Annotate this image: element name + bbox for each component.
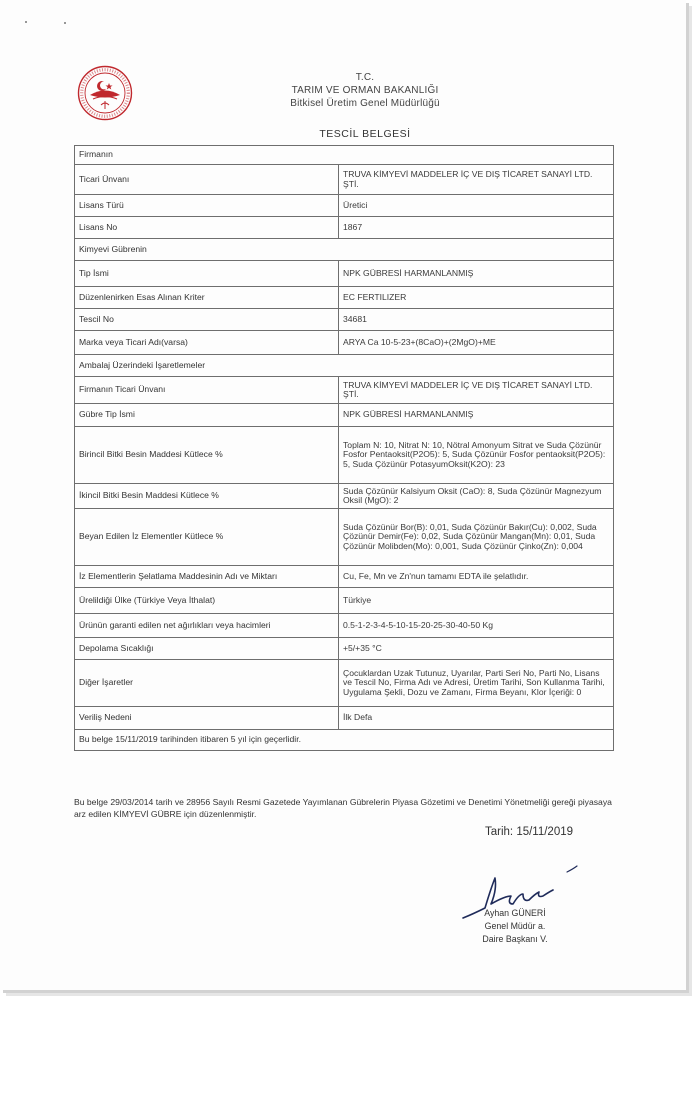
field-label: Ürünün garanti edilen net ağırlıkları veya hacimleri <box>75 614 339 638</box>
field-value: Türkiye <box>339 588 614 614</box>
table-row <box>75 509 614 566</box>
field-label: İz Elementlerin Şelatlama Maddesinin Adı ve Miktarı <box>75 566 339 588</box>
section-row <box>75 355 614 377</box>
field-label: Gübre Tip İsmi <box>75 404 339 427</box>
section-label: Kimyevi Gübrenin <box>75 239 614 261</box>
field-value: NPK GÜBRESİ HARMANLANMIŞ <box>339 261 614 287</box>
table-row <box>75 484 614 509</box>
field-label: Birincil Bitki Besin Maddesi Kütlece % <box>75 427 339 484</box>
field-value: Toplam N: 10, Nitrat N: 10, Nötral Amonyum Sitrat ve Suda Çözünür Fosfor Pentaoksit(P2O5): 5, Suda Çözünür Fosfor pentaoksit(P2O5): 5, Suda Çözünür PotasyumOksit(K2O): 23 <box>339 427 614 484</box>
field-value: 34681 <box>339 309 614 331</box>
header-tc: T.C. <box>355 72 375 83</box>
field-label: Lisans Türü <box>75 195 339 217</box>
field-label: Beyan Edilen İz Elementler Kütlece % <box>75 509 339 566</box>
field-label: Firmanın Ticari Ünvanı <box>75 377 339 404</box>
field-label: İkincil Bitki Besin Maddesi Kütlece % <box>75 484 339 509</box>
footer-note: Bu belge 29/03/2014 tarih ve 28956 Sayılı Resmi Gazetede Yayımlanan Gübrelerin Piyasa Gözetimi ve Denetimi Yönetmeliği gereği piyasaya arz edilen KİMYEVİ GÜBRE için düzenlenmiştir. <box>74 797 612 819</box>
issue-date: Tarih: 15/11/2019 <box>485 826 574 838</box>
field-value: Suda Çözünür Bor(B): 0,01, Suda Çözünür Bakır(Cu): 0,002, Suda Çözünür Demir(Fe): 0,02, Suda Çözünür Mangan(Mn): 0,01, Suda Çözünür Molibden(Mo): 0,001, Suda Çözünür Çinko(Zn): 0,004 <box>339 509 614 566</box>
scan-speck <box>25 21 27 23</box>
field-value: NPK GÜBRESİ HARMANLANMIŞ <box>339 404 614 427</box>
signatory-role1: Genel Müdür a. <box>484 921 546 931</box>
signatory-block <box>455 907 575 946</box>
section-row <box>75 146 614 165</box>
table-row <box>75 377 614 404</box>
table-row <box>75 195 614 217</box>
field-value: Cu, Fe, Mn ve Zn'nun tamamı EDTA ile şelatlıdır. <box>339 566 614 588</box>
table-row <box>75 331 614 355</box>
field-label: Tescil No <box>75 309 339 331</box>
field-label: Diğer İşaretler <box>75 660 339 707</box>
table-row <box>75 404 614 427</box>
ministry-logo <box>77 65 133 121</box>
table-row <box>75 261 614 287</box>
field-value: Üretici <box>339 195 614 217</box>
table-row <box>75 427 614 484</box>
field-label: Depolama Sıcaklığı <box>75 638 339 660</box>
field-value: Çocuklardan Uzak Tutunuz, Uyarılar, Parti Seri No, Parti No, Lisans ve Tescil No, Firma Adı ve Adresi, Üretim Tarihi, Son Kullanma Tarihi, Uygulama Şekli, Dozu ve Zamanı, Firma Beyanı, Klor İçeriği: 0 <box>339 660 614 707</box>
field-value: TRUVA KİMYEVİ MADDELER İÇ VE DIŞ TİCARET SANAYİ LTD. ŞTİ. <box>339 377 614 404</box>
field-value: TRUVA KİMYEVİ MADDELER İÇ VE DIŞ TİCARET SANAYİ LTD. ŞTİ. <box>339 165 614 195</box>
table-row <box>75 660 614 707</box>
table-row <box>75 566 614 588</box>
field-label: Düzenlenirken Esas Alınan Kriter <box>75 287 339 309</box>
table-row <box>75 707 614 730</box>
field-label: Marka veya Ticari Adı(varsa) <box>75 331 339 355</box>
scan-speck <box>64 22 66 24</box>
table-row <box>75 614 614 638</box>
field-value: ARYA Ca 10-5-23+(8CaO)+(2MgO)+ME <box>339 331 614 355</box>
field-label: Ürelildiği Ülke (Türkiye Veya İthalat) <box>75 588 339 614</box>
field-value: İlk Defa <box>339 707 614 730</box>
signatory-role2: Daire Başkanı V. <box>482 934 548 944</box>
field-value: Suda Çözünür Kalsiyum Oksit (CaO): 8, Suda Çözünür Magnezyum Oksil (MgO): 2 <box>339 484 614 509</box>
header-ministry: TARIM VE ORMAN BAKANLIĞI <box>291 85 439 96</box>
field-label: Ticari Ünvanı <box>75 165 339 195</box>
section-label: Bu belge 15/11/2019 tarihinden itibaren 5 yıl için geçerlidir. <box>75 730 614 751</box>
field-value: 1867 <box>339 217 614 239</box>
table-row <box>75 287 614 309</box>
field-label: Veriliş Nedeni <box>75 707 339 730</box>
document-title: TESCİL BELGESİ <box>319 128 411 140</box>
field-label: Tip İsmi <box>75 261 339 287</box>
registration-table <box>74 145 614 751</box>
section-label: Ambalaj Üzerindeki İşaretlemeler <box>75 355 614 377</box>
field-label: Lisans No <box>75 217 339 239</box>
field-value: EC FERTILIZER <box>339 287 614 309</box>
field-value: +5/+35 °C <box>339 638 614 660</box>
table-row <box>75 309 614 331</box>
field-value: 0.5-1-2-3-4-5-10-15-20-25-30-40-50 Kg <box>339 614 614 638</box>
section-label: Firmanın <box>75 146 614 165</box>
header-directorate: Bitkisel Üretim Genel Müdürlüğü <box>290 98 440 109</box>
table-row <box>75 165 614 195</box>
section-row <box>75 239 614 261</box>
signatory-name: Ayhan GÜNERİ <box>484 908 546 918</box>
table-row <box>75 638 614 660</box>
table-row <box>75 217 614 239</box>
table-row <box>75 588 614 614</box>
section-row <box>75 730 614 751</box>
